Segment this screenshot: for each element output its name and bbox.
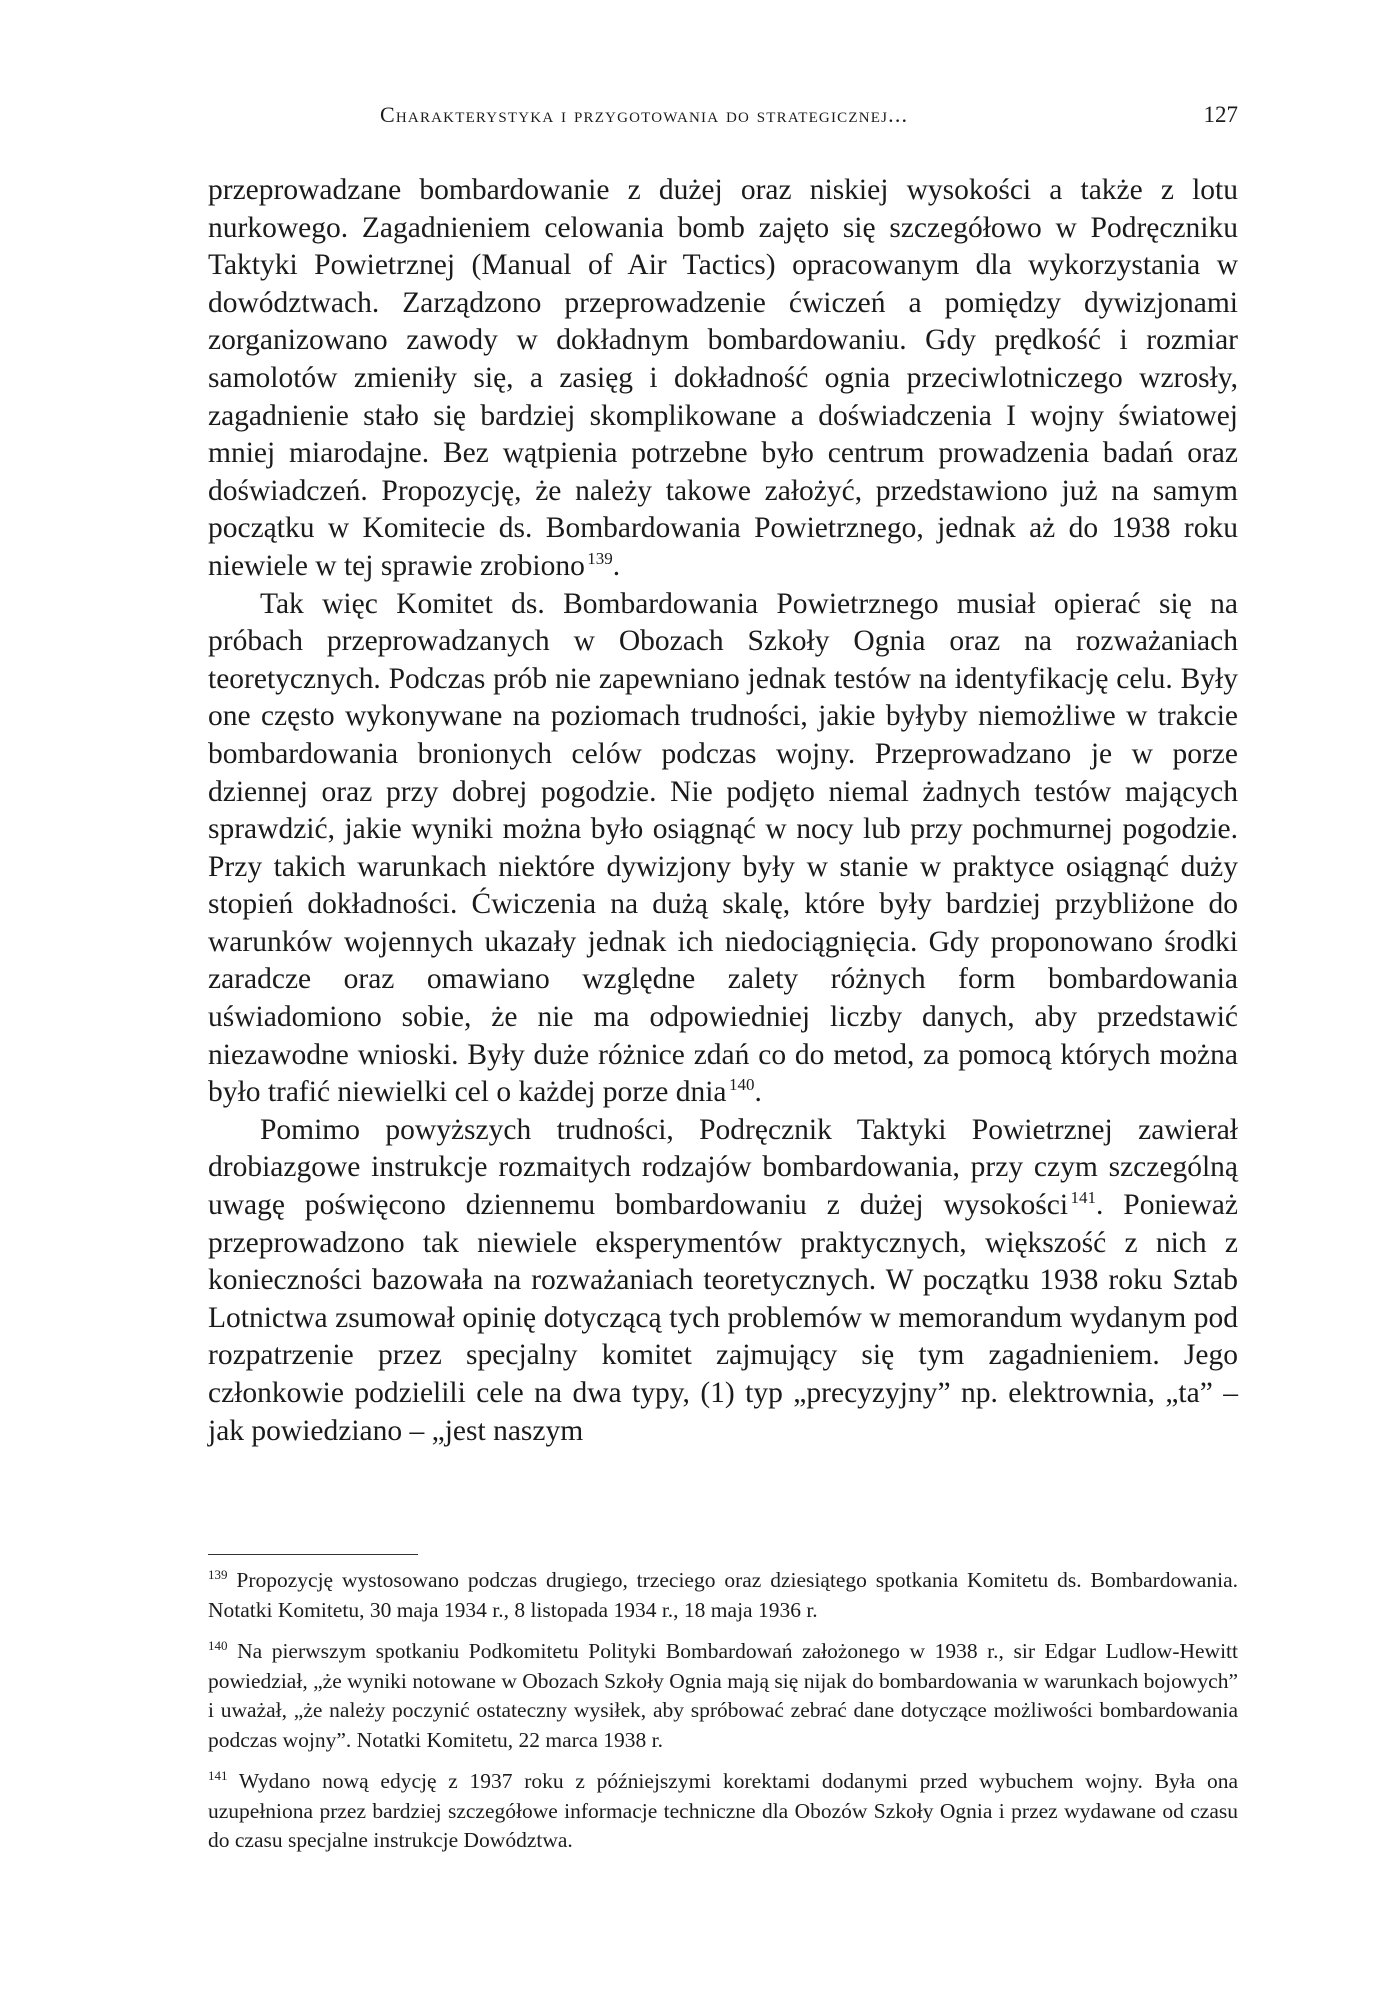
footnote-reference: 141 — [1070, 1188, 1097, 1208]
footnote — [208, 1566, 1238, 1625]
main-text — [208, 172, 1238, 1450]
footnote-number: 139 — [208, 1566, 228, 1582]
paragraph-text: przeprowadzane bombardowanie z dużej oraz niskiej wysokości a także z lotu nurkowego. Zagadnieniem celowania bomb zajęto się szczegółowo w Podręczniku Taktyki Powietrznej (Manual of Air Tactics) opracowanym dla wykorzystania w dowództwach. Zarządzono przeprowadzenie ćwiczeń a pomiędzy dywizjonami zorganizowano zawody w dokładnym bombardowaniu. Gdy prędkość i rozmiar samolotów zmieniły się, a zasięg i dokładność ognia przeciwlotniczego wzrosły, zagadnienie stało się bardziej skomplikowane a doświadczenia I wojny światowej mniej miarodajne. Bez wątpienia potrzebne było centrum prowadzenia badań oraz doświadczeń. Propozycję, że należy takowe założyć, przedstawiono już na samym początku w Komitecie ds. Bombardowania Powietrznego, jednak aż do 1938 roku niewiele w tej sprawie zrobiono — [208, 174, 1238, 582]
paragraph — [208, 1112, 1238, 1450]
footnote-number: 141 — [208, 1767, 228, 1783]
running-title: Charakterystyka i przygotowania do strategicznej... — [380, 102, 909, 127]
paragraph-text-tail: . — [754, 1076, 762, 1109]
footnote — [208, 1637, 1238, 1755]
footnote-number: 140 — [208, 1637, 228, 1653]
paragraph-text-tail: . — [612, 549, 621, 582]
footnote-text: Na pierwszym spotkaniu Podkomitetu Polityki Bombardowań założonego w 1938 r., sir Edgar Ludlow-Hewitt powiedział, „że wyniki notowane w Obozach Szkoły Ognia mają się nijak do bombardowania w warunkach bojowych” i uważał, „że należy poczynić ostateczny wysiłek, aby spróbować zebrać dane dotyczące możliwości bombardowania podczas wojny”. Notatki Komitetu, 22 marca 1938 r. — [208, 1639, 1239, 1752]
page-header — [208, 102, 1238, 136]
paragraph — [208, 586, 1238, 1112]
footnotes — [208, 1566, 1238, 1868]
paragraph-text-tail: . Ponieważ przeprowadzono tak niewiele eksperymentów praktycznych, większość z nich z konieczności bazowała na rozważaniach teoretycznych. W początku 1938 roku Sztab Lotnictwa zsumował opinię dotyczącą tych problemów w memorandum wydanym pod rozpatrzenie przez specjalny komitet zajmujący się tym zagadnieniem. Jego członkowie podzielili cele na dwa typy, (1) typ „precyzyjny” np. elektrownia, „ta” – jak powiedziano – „jest naszym — [208, 1189, 1238, 1447]
paragraph — [208, 172, 1238, 586]
footnote — [208, 1767, 1238, 1856]
footnote-separator — [208, 1554, 418, 1555]
footnote-text: Wydano nową edycję z 1937 roku z późniejszymi korektami dodanymi przed wybuchem wojny. Była ona uzupełniona przez bardziej szczegółowe informacje techniczne dla Obozów Szkoły Ognia i przez wydawane od czasu do czasu specjalne instrukcje Dowództwa. — [208, 1769, 1238, 1852]
footnote-reference: 140 — [728, 1075, 755, 1095]
paragraph-text: Tak więc Komitet ds. Bombardowania Powietrznego musiał opierać się na próbach przeprowadzanych w Obozach Szkoły Ognia oraz na rozważaniach teoretycznych. Podczas prób nie zapewniano jednak testów na identyfikację celu. Były one często wykonywane na poziomach trudności, jakie byłyby niemożliwe w trakcie bombardowania bronionych celów podczas wojny. Przeprowadzano je w porze dziennej oraz przy dobrej pogodzie. Nie podjęto niemal żadnych testów mających sprawdzić, jakie wyniki można było osiągnąć w nocy lub przy pochmurnej pogodzie. Przy takich warunkach niektóre dywizjony były w stanie w praktyce osiągnąć duży stopień dokładności. Ćwiczenia na dużą skalę, które były bardziej przybliżone do warunków wojennych ukazały jednak ich niedociągnięcia. Gdy proponowano środki zaradcze oraz omawiano względne zalety różnych form bombardowania uświadomiono sobie, że nie ma odpowiedniej liczby danych, aby przedstawić niezawodne wnioski. Były duże różnice zdań co do metod, za pomocą których można było trafić niewielki cel o każdej porze dnia — [208, 587, 1238, 1109]
footnote-reference: 139 — [587, 549, 613, 569]
page-number: 127 — [1203, 102, 1238, 127]
paragraph-text: Pomimo powyższych trudności, Podręcznik Taktyki Powietrznej zawierał drobiazgowe instrukcje rozmaitych rodzajów bombardowania, przy czym szczególną uwagę poświęcono dziennemu bombardowaniu z dużej wysokości — [208, 1113, 1238, 1222]
footnote-text: Propozycję wystosowano podczas drugiego, trzeciego oraz dziesiątego spotkania Komitetu ds. Bombardowania. Notatki Komitetu, 30 maja 1934 r., 8 listopada 1934 r., 18 maja 1936 r. — [208, 1568, 1238, 1622]
